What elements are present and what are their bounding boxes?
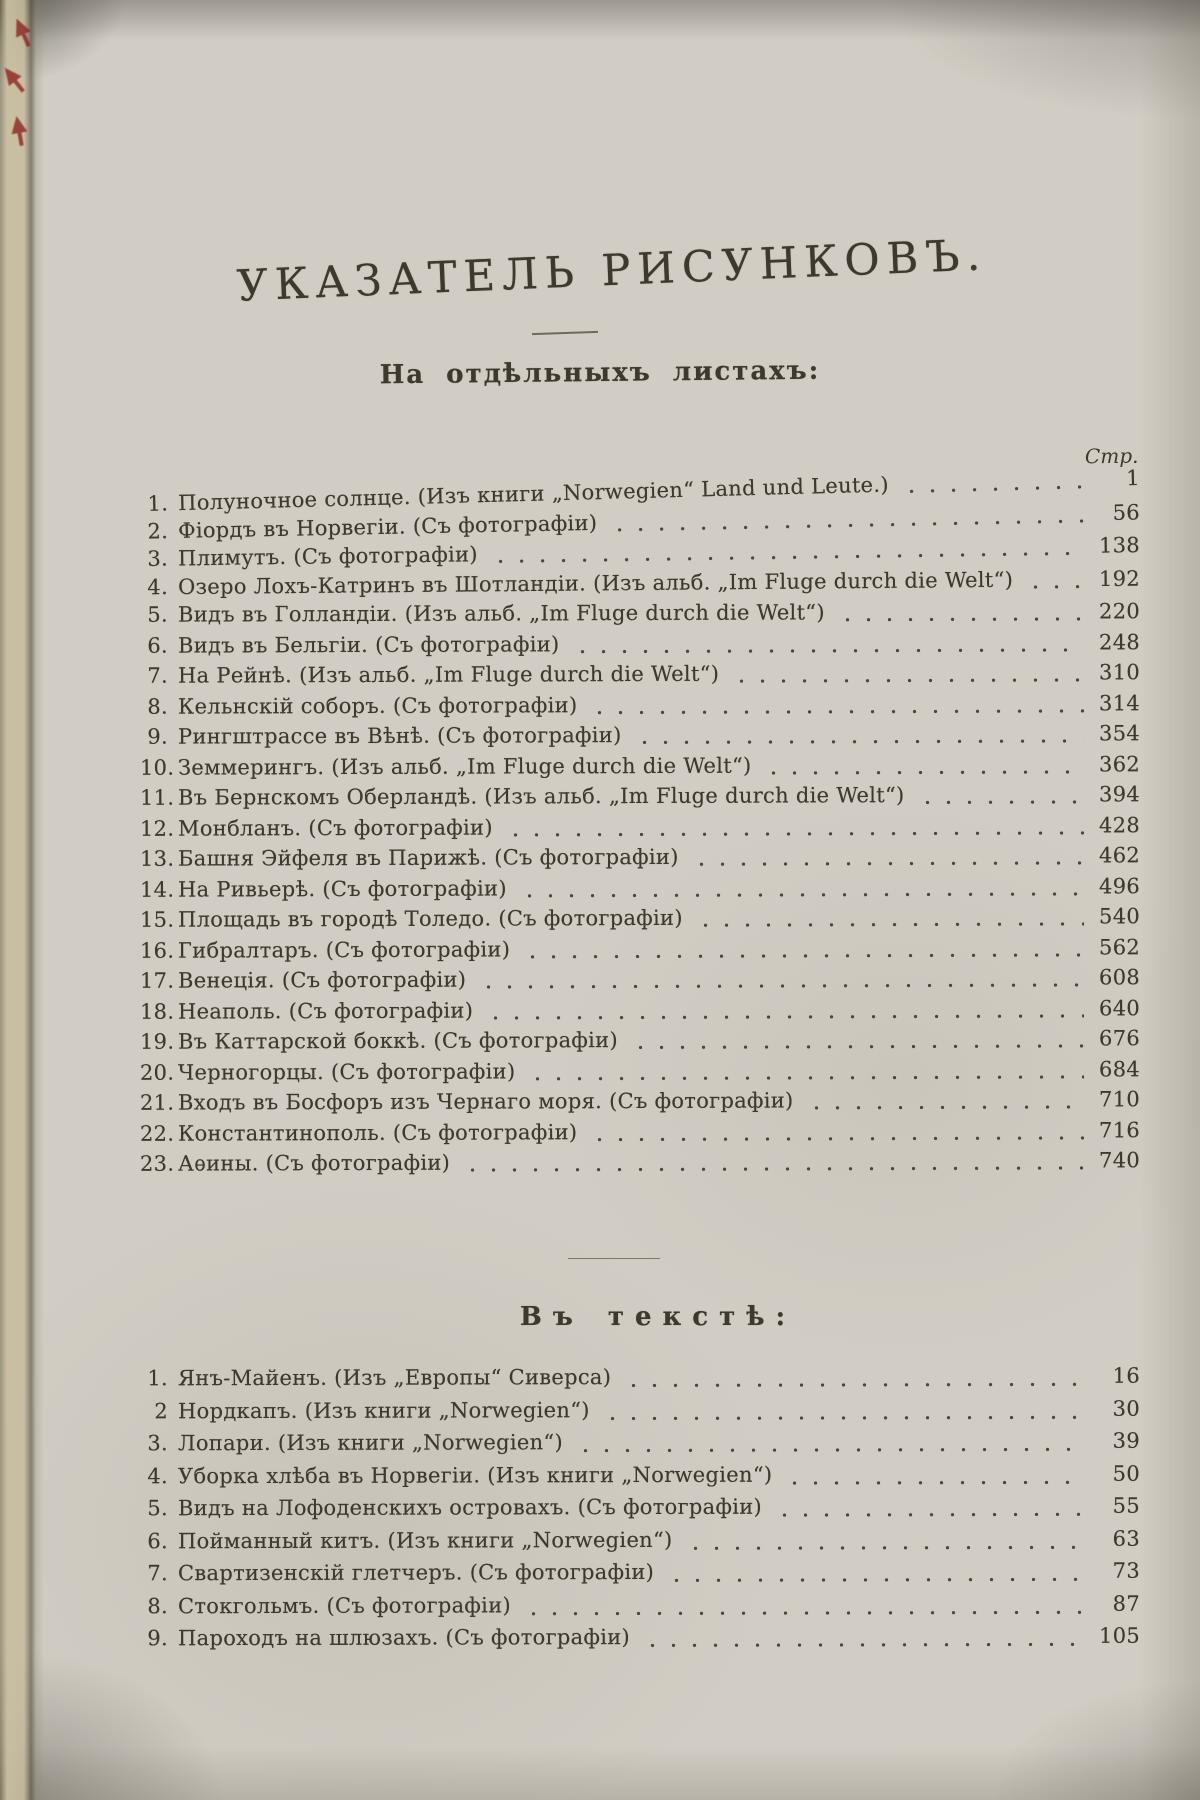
entry-number: 6. bbox=[147, 1528, 169, 1553]
dot-leader bbox=[478, 983, 1084, 990]
toc-entry bbox=[140, 932, 1140, 966]
section-heading-separate-sheets: На отдѣльныхъ листахъ: bbox=[379, 355, 821, 391]
entry-number: 2 bbox=[154, 1398, 169, 1423]
toc-entry bbox=[140, 1115, 1140, 1149]
entry-number: 1. bbox=[147, 1366, 169, 1391]
toc-entry bbox=[140, 718, 1140, 752]
dot-leader bbox=[764, 769, 1085, 775]
figure-list-in-text bbox=[140, 1362, 1140, 1655]
text-block bbox=[140, 0, 1140, 1800]
entry-number: 10. bbox=[139, 755, 175, 780]
entry-page-number: 710 bbox=[1098, 1087, 1141, 1112]
dot-leader bbox=[527, 1074, 1084, 1081]
entry-title: Пароходъ на шлюзахъ. (Съ фотографіи) bbox=[177, 1625, 631, 1651]
entry-number: 3. bbox=[147, 546, 169, 571]
entry-title: Въ Бернскомъ Оберландѣ. (Изъ альб. „Im Fluge durch die Welt“) bbox=[177, 783, 905, 810]
entry-number: 3. bbox=[147, 1431, 169, 1456]
toc-entry bbox=[140, 749, 1140, 783]
toc-entry bbox=[140, 1523, 1140, 1558]
entry-title: На Рейнѣ. (Изъ альб. „Im Fluge durch die Welt“) bbox=[177, 661, 720, 688]
entry-page-number: 30 bbox=[1112, 1396, 1141, 1421]
entry-title: Рингштрассе въ Вѣнѣ. (Съ фотографіи) bbox=[177, 723, 622, 749]
dot-leader bbox=[837, 617, 1084, 623]
entry-number: 20. bbox=[139, 1060, 175, 1085]
dot-leader bbox=[774, 1512, 1084, 1518]
dot-leader bbox=[1025, 584, 1084, 590]
toc-entry bbox=[140, 1084, 1140, 1118]
toc-entry bbox=[140, 993, 1140, 1027]
entry-number: 5. bbox=[147, 1496, 169, 1521]
entry-number: 19. bbox=[139, 1029, 175, 1054]
entry-page-number: 640 bbox=[1098, 995, 1141, 1020]
entry-number: 8. bbox=[147, 694, 169, 719]
entry-page-number: 394 bbox=[1098, 782, 1141, 807]
dot-leader bbox=[634, 739, 1084, 746]
entry-title: Монбланъ. (Съ фотографіи) bbox=[177, 815, 493, 841]
entry-title: Янъ-Майенъ. (Изъ „Европы“ Сиверса) bbox=[177, 1365, 612, 1391]
entry-number: 6. bbox=[147, 633, 169, 658]
entry-title: Фіордъ въ Норвегіи. (Съ фотографіи) bbox=[177, 510, 598, 543]
entry-page-number: 740 bbox=[1098, 1148, 1141, 1173]
entry-title: Видъ на Лофоденскихъ островахъ. (Съ фотографіи) bbox=[177, 1494, 763, 1521]
entry-page-number: 138 bbox=[1098, 533, 1141, 558]
entry-page-number: 462 bbox=[1098, 843, 1141, 868]
entry-title: Входъ въ Босфоръ изъ Чернаго моря. (Съ фотографіи) bbox=[177, 1088, 794, 1115]
entry-number: 15. bbox=[139, 907, 175, 932]
entry-number: 8. bbox=[147, 1593, 169, 1618]
entry-page-number: 39 bbox=[1112, 1428, 1141, 1453]
page-column-label: Стр. bbox=[1084, 443, 1139, 469]
entry-title: На Ривьерѣ. (Съ фотографіи) bbox=[177, 875, 507, 902]
dot-leader bbox=[589, 1135, 1084, 1142]
entry-title: Венеція. (Съ фотографіи) bbox=[177, 967, 467, 993]
entry-number: 9. bbox=[147, 724, 169, 749]
entry-page-number: 63 bbox=[1112, 1526, 1141, 1551]
entry-number: 17. bbox=[139, 968, 175, 993]
entry-number: 14. bbox=[139, 877, 175, 902]
toc-entry bbox=[140, 596, 1140, 630]
entry-number: 12. bbox=[139, 816, 175, 841]
entry-page-number: 55 bbox=[1112, 1493, 1141, 1518]
entry-title: Плимутъ. (Съ фотографіи) bbox=[177, 542, 479, 571]
red-pen-mark bbox=[9, 115, 28, 135]
page-title: УКАЗАТЕЛЬ РИСУНКОВЪ. bbox=[235, 230, 989, 312]
entry-page-number: 314 bbox=[1098, 690, 1141, 715]
entry-number: 11. bbox=[139, 785, 175, 810]
dot-leader bbox=[523, 1610, 1084, 1616]
toc-entry bbox=[140, 1393, 1140, 1428]
toc-entry bbox=[140, 1054, 1140, 1088]
dot-leader bbox=[575, 1447, 1084, 1453]
page-gutter-edge bbox=[0, 0, 44, 1800]
entry-page-number: 354 bbox=[1098, 721, 1141, 746]
section-divider bbox=[568, 1258, 660, 1259]
entry-number: 18. bbox=[139, 999, 175, 1024]
title-divider bbox=[532, 331, 598, 335]
dot-leader bbox=[731, 678, 1084, 684]
entry-title: Константинополь. (Съ фотографіи) bbox=[177, 1119, 578, 1146]
dot-leader bbox=[623, 1382, 1084, 1388]
dot-leader bbox=[522, 952, 1084, 959]
figure-list-separate-sheets bbox=[139, 465, 1141, 1178]
dot-leader bbox=[784, 1480, 1084, 1486]
dot-leader bbox=[609, 518, 1084, 532]
entry-title: Кельнскій соборъ. (Съ фотографіи) bbox=[177, 692, 578, 719]
entry-title: Аѳины. (Съ фотографіи) bbox=[177, 1150, 451, 1176]
toc-entry bbox=[140, 1023, 1140, 1057]
entry-number: 7. bbox=[147, 663, 169, 688]
dot-leader bbox=[917, 800, 1084, 806]
entry-number: 23. bbox=[139, 1151, 175, 1176]
toc-entry bbox=[140, 1426, 1140, 1461]
dot-leader bbox=[602, 1415, 1084, 1421]
entry-page-number: 16 bbox=[1112, 1363, 1141, 1388]
entry-page-number: 676 bbox=[1098, 1026, 1141, 1051]
dot-leader bbox=[505, 830, 1084, 837]
toc-entry bbox=[140, 627, 1140, 661]
toc-entry bbox=[140, 1621, 1140, 1656]
entry-page-number: 1 bbox=[1125, 465, 1141, 491]
entry-number: 16. bbox=[139, 938, 175, 963]
dot-leader bbox=[685, 1545, 1084, 1551]
entry-number: 5. bbox=[147, 602, 169, 627]
toc-entry bbox=[140, 1588, 1140, 1623]
entry-number: 1. bbox=[147, 491, 169, 516]
entry-page-number: 220 bbox=[1098, 599, 1141, 624]
entry-page-number: 56 bbox=[1112, 499, 1141, 525]
entry-page-number: 73 bbox=[1112, 1558, 1141, 1583]
entry-title: Стокгольмъ. (Съ фотографіи) bbox=[177, 1592, 511, 1618]
entry-page-number: 684 bbox=[1098, 1056, 1141, 1081]
entry-title: Площадь въ городѣ Толедо. (Съ фотографіи) bbox=[177, 905, 683, 932]
dot-leader bbox=[642, 1642, 1084, 1648]
entry-page-number: 105 bbox=[1098, 1623, 1141, 1648]
entry-title: Въ Каттарской боккѣ. (Съ фотографіи) bbox=[177, 1028, 618, 1054]
entry-number: 21. bbox=[139, 1090, 175, 1115]
entry-number: 9. bbox=[147, 1626, 169, 1651]
entry-page-number: 50 bbox=[1112, 1461, 1141, 1486]
dot-leader bbox=[666, 1577, 1084, 1583]
toc-entry bbox=[140, 840, 1140, 874]
dot-leader bbox=[695, 922, 1084, 928]
entry-page-number: 192 bbox=[1098, 566, 1141, 591]
entry-number: 4. bbox=[147, 1463, 169, 1488]
entry-title: Пойманный китъ. (Изъ книги „Norwegien“) bbox=[177, 1527, 673, 1553]
dot-leader bbox=[691, 861, 1084, 867]
dot-leader bbox=[462, 1166, 1084, 1173]
dot-leader bbox=[589, 708, 1084, 715]
entry-title: Черногорцы. (Съ фотографіи) bbox=[177, 1058, 516, 1085]
toc-entry bbox=[140, 871, 1140, 905]
toc-entry bbox=[140, 1145, 1140, 1179]
section-heading-in-text: Въ текстѣ: bbox=[519, 1302, 797, 1332]
entry-page-number: 310 bbox=[1098, 660, 1141, 685]
entry-page-number: 428 bbox=[1098, 812, 1141, 837]
entry-title: Свартизенскій глетчеръ. (Съ фотографіи) bbox=[177, 1559, 655, 1586]
toc-entry bbox=[140, 1458, 1140, 1493]
toc-entry bbox=[140, 901, 1140, 935]
toc-entry bbox=[140, 1361, 1140, 1396]
toc-entry bbox=[140, 1556, 1140, 1591]
dot-leader bbox=[806, 1105, 1084, 1111]
entry-number: 13. bbox=[139, 846, 175, 871]
toc-entry bbox=[140, 810, 1140, 844]
entry-page-number: 540 bbox=[1098, 904, 1141, 929]
entry-page-number: 362 bbox=[1098, 751, 1141, 776]
dot-leader bbox=[519, 891, 1084, 898]
entry-title: Видъ въ Бельгіи. (Съ фотографіи) bbox=[177, 631, 560, 658]
entry-number: 2. bbox=[147, 518, 169, 543]
entry-number: 7. bbox=[147, 1561, 169, 1586]
entry-title: Видъ въ Голландіи. (Изъ альб. „Im Fluge durch die Welt“) bbox=[177, 600, 825, 627]
entry-title: Озеро Лохъ-Катринъ въ Шотландіи. (Изъ альб. „Im Fluge durch die Welt“) bbox=[177, 567, 1014, 599]
toc-entry bbox=[140, 1491, 1140, 1526]
dot-leader bbox=[490, 551, 1084, 564]
entry-page-number: 87 bbox=[1112, 1591, 1141, 1616]
entry-page-number: 562 bbox=[1098, 934, 1141, 959]
entry-title: Неаполь. (Съ фотографіи) bbox=[177, 998, 474, 1024]
entry-page-number: 496 bbox=[1098, 873, 1141, 898]
dot-leader bbox=[572, 647, 1085, 654]
entry-title: Лопари. (Изъ книги „Norwegien“) bbox=[177, 1430, 563, 1456]
toc-entry bbox=[140, 962, 1140, 996]
entry-title: Башня Эйфеля въ Парижѣ. (Съ фотографіи) bbox=[177, 844, 679, 871]
entry-number: 4. bbox=[147, 574, 169, 599]
entry-page-number: 608 bbox=[1098, 965, 1141, 990]
entry-title: Уборка хлѣба въ Норвегіи. (Изъ книги „Norwegien“) bbox=[177, 1462, 773, 1488]
entry-page-number: 716 bbox=[1098, 1117, 1141, 1142]
toc-entry bbox=[140, 779, 1140, 813]
toc-entry bbox=[140, 657, 1140, 691]
dot-leader bbox=[485, 1013, 1084, 1020]
entry-title: Нордкапъ. (Изъ книги „Norwegien“) bbox=[177, 1397, 590, 1423]
entry-title: Земмерингъ. (Изъ альб. „Im Fluge durch die Welt“) bbox=[177, 753, 752, 780]
entry-number: 22. bbox=[139, 1121, 175, 1146]
dot-leader bbox=[901, 485, 1084, 495]
entry-title: Гибралтаръ. (Съ фотографіи) bbox=[177, 936, 511, 963]
dot-leader bbox=[630, 1044, 1084, 1051]
toc-entry bbox=[140, 688, 1140, 722]
entry-title: Полуночное солнце. (Изъ книги „Norwegien“ Land und Leute.) bbox=[177, 472, 890, 516]
entry-page-number: 248 bbox=[1098, 629, 1141, 654]
